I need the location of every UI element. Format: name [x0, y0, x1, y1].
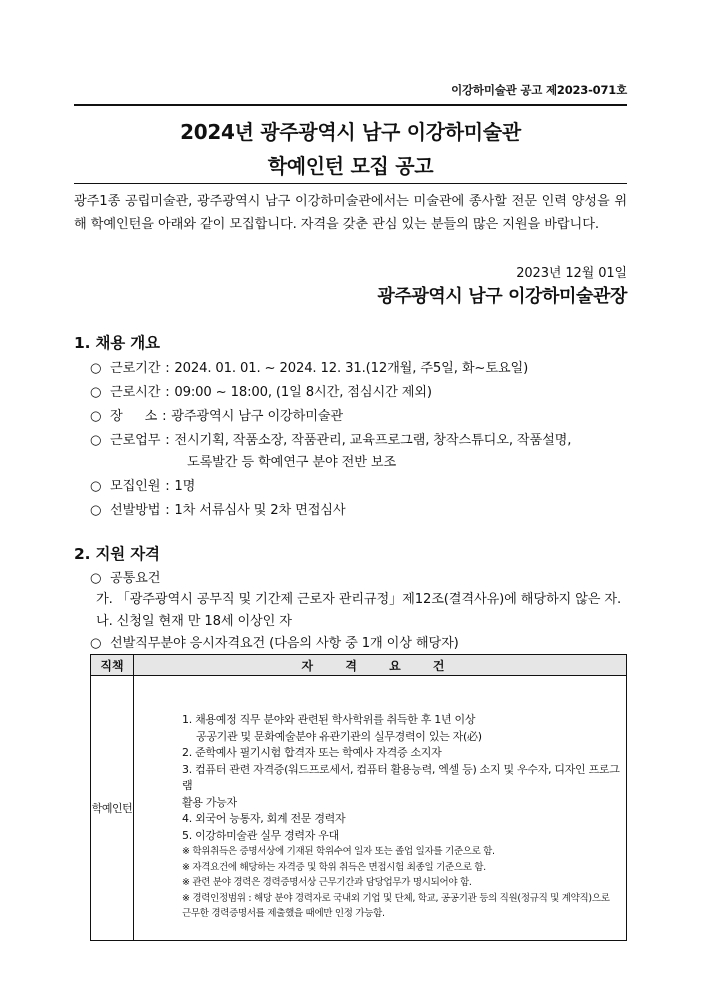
requirement-line: 2. 준학예사 필기시험 합격자 또는 학예사 자격증 소지자 — [182, 746, 442, 759]
page-title-line2: 학예인턴 모집 공고 — [267, 154, 434, 178]
overview-item-duties: ○ 근로업무 : 전시기획, 작품소장, 작품관리, 교육프로그램, 창작스튜디오, 작품설명, — [90, 429, 571, 448]
overview-item-period: ○ 근로기간 : 2024. 01. 01. ~ 2024. 12. 31.(12개월, 주5일, 화~토요일) — [90, 357, 528, 376]
field-requirements-heading — [90, 632, 459, 651]
bullet-circle: ○ — [90, 385, 102, 400]
top-divider — [74, 104, 627, 106]
item-label: 모집인원 — [110, 479, 161, 494]
job-title-cell: 학예인턴 — [91, 676, 134, 941]
bullet-circle: ○ — [90, 361, 102, 376]
notice-number: 이강하미술관 공고 제2023-071호 — [451, 83, 627, 97]
table-row — [91, 676, 627, 941]
requirement-line: 3. 컴퓨터 관련 자격증(워드프로세서, 컴퓨터 활용능력, 엑셀 등) 소지 및 우수자, 디자인 프로그램 — [182, 762, 620, 792]
overview-item-duties-cont: 도록발간 등 학예연구 분야 전반 보조 — [187, 455, 397, 470]
requirements-cell — [134, 676, 627, 941]
requirement-line: 1. 채용예정 직무 분야와 관련된 학사학위를 취득한 후 1년 이상 — [182, 713, 476, 726]
requirement-line: 4. 외국어 능통자, 회계 전문 경력자 — [182, 812, 346, 825]
overview-item-headcount: ○ 모집인원 : 1명 — [90, 475, 195, 494]
item-label: 근로기간 — [110, 361, 161, 376]
field-requirements-title: 선발직무분야 응시자격요건 (다음의 사항 중 1개 이상 해당자) — [110, 636, 459, 651]
item-value: 광주광역시 남구 이강하미술관 — [171, 409, 343, 424]
table-header-row — [91, 655, 627, 676]
column-header-job: 직책 — [91, 655, 134, 676]
requirement-line: 공공기관 및 문화예술분야 유관기관의 실무경력이 있는 자(必) — [196, 729, 482, 743]
item-value: 전시기획, 작품소장, 작품관리, 교육프로그램, 창작스튜디오, 작품설명, — [174, 433, 572, 448]
issuing-organization: 광주광역시 남구 이강하미술관장 — [377, 286, 627, 307]
section-title-overview: 1. 채용 개요 — [74, 334, 160, 352]
requirement-note: ※ 관련 분야 경력은 경력증명서상 근무기간과 담당업무가 명시되어야 함. — [182, 877, 472, 888]
title-divider — [74, 183, 627, 184]
item-label: 선발방법 — [110, 503, 161, 518]
requirement-note: ※ 학위취득은 증명서상에 기재된 학위수여 일자 또는 졸업 일자를 기준으로 함. — [182, 846, 495, 857]
bullet-circle: ○ — [90, 433, 102, 448]
item-value: 2024. 01. 01. ~ 2024. 12. 31.(12개월, 주5일, 화~토요일) — [174, 361, 529, 376]
item-label: 근로업무 — [110, 433, 161, 448]
column-header-requirements: 자 격 요 건 — [134, 655, 627, 676]
page-title-line1: 2024년 광주광역시 남구 이강하미술관 — [180, 120, 521, 144]
common-requirement-item: 나. 신청일 현재 만 18세 이상인 자 — [96, 614, 292, 629]
common-requirements-title: 공통요건 — [110, 571, 161, 586]
notice-date: 2023년 12월 01일 — [516, 266, 627, 281]
qualification-table — [90, 654, 627, 941]
common-requirement-item: 가. 「광주광역시 공무직 및 기간제 근로자 관리규정」제12조(결격사유)에 해당하지 않은 자. — [96, 592, 622, 607]
common-requirements-heading — [90, 567, 160, 586]
bullet-circle: ○ — [90, 503, 102, 518]
intro-paragraph: 광주1종 공립미술관, 광주광역시 남구 이강하미술관에서는 미술관에 종사할 전문 인력 양성을 위해 학예인턴을 아래와 같이 모집합니다. 자격을 갖춘 관심 있는 분들의 많은 지원을 바랍니다. — [74, 194, 627, 232]
bullet-circle: ○ — [90, 571, 102, 586]
item-value: 1차 서류심사 및 2차 면접심사 — [174, 503, 346, 518]
overview-item-hours: ○ 근로시간 : 09:00 ~ 18:00, (1일 8시간, 점심시간 제외) — [90, 381, 432, 400]
requirement-note: 근무한 경력증명서를 제출했을 때에만 인정 가능함. — [182, 908, 385, 919]
overview-item-selection: ○ 선발방법 : 1차 서류심사 및 2차 면접심사 — [90, 499, 346, 518]
bullet-circle: ○ — [90, 636, 102, 651]
requirement-line: 5. 이강하미술관 실무 경력자 우대 — [182, 828, 339, 842]
bullet-circle: ○ — [90, 479, 102, 494]
overview-item-location: ○ 장 소 : 광주광역시 남구 이강하미술관 — [90, 405, 343, 424]
requirement-note: ※ 자격요건에 해당하는 자격증 및 학위 취득은 면접시험 최종일 기준으로 함. — [182, 861, 486, 873]
section-title-qualification: 2. 지원 자격 — [74, 545, 160, 563]
requirement-line: 활용 가능자 — [182, 795, 237, 809]
item-value: 09:00 ~ 18:00, (1일 8시간, 점심시간 제외) — [174, 385, 432, 400]
requirement-note: ※ 경력인정범위 : 해당 분야 경력자로 국내외 기업 및 단체, 학교, 공공기관 등의 직원(정규직 및 계약직)으로 — [182, 892, 610, 904]
bullet-circle: ○ — [90, 409, 102, 424]
item-label: 근로시간 — [110, 385, 161, 400]
item-value: 1명 — [174, 479, 196, 494]
item-label: 장 소 — [110, 409, 158, 424]
